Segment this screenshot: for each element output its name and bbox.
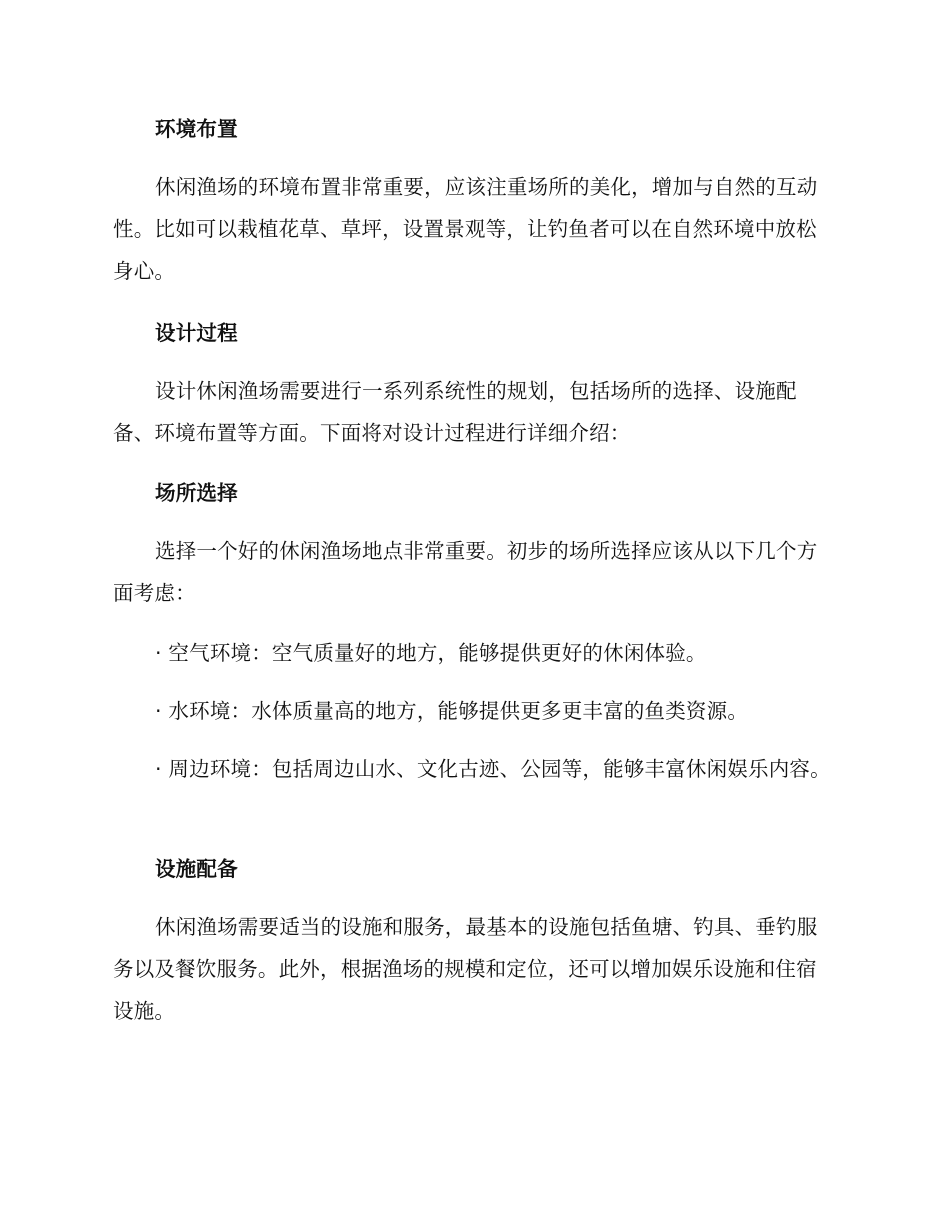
bullet-surrounding-environment: · 周边环境：包括周边山水、文化古迹、公园等，能够丰富休闲娱乐内容。: [155, 757, 831, 781]
bullet-water-environment: · 水环境：水体质量高的地方，能够提供更多更丰富的鱼类资源。: [155, 699, 749, 723]
bullet-air-environment: · 空气环境：空气质量好的地方，能够提供更好的休闲体验。: [155, 641, 707, 665]
section-heading-design-process: 设计过程: [155, 321, 238, 345]
section-heading-site-selection: 场所选择: [155, 481, 238, 505]
section-paragraph-facilities: 休闲渔场需要适当的设施和服务，最基本的设施包括鱼塘、钓具、垂钓服务以及餐饮服务。此外，根据渔场的规模和定位，还可以增加娱乐设施和住宿设施。: [113, 915, 818, 1023]
section-paragraph-design-process: 设计休闲渔场需要进行一系列系统性的规划，包括场所的选择、设施配备、环境布置等方面。下面将对设计过程进行详细介绍：: [113, 379, 797, 445]
section-heading-facilities: 设施配备: [155, 857, 238, 881]
section-paragraph-environment: 休闲渔场的环境布置非常重要，应该注重场所的美化，增加与自然的互动性。比如可以栽植花草、草坪，设置景观等，让钓鱼者可以在自然环境中放松身心。: [113, 175, 818, 283]
section-paragraph-site-selection: 选择一个好的休闲渔场地点非常重要。初步的场所选择应该从以下几个方面考虑：: [113, 539, 818, 605]
section-heading-environment: 环境布置: [155, 117, 238, 141]
